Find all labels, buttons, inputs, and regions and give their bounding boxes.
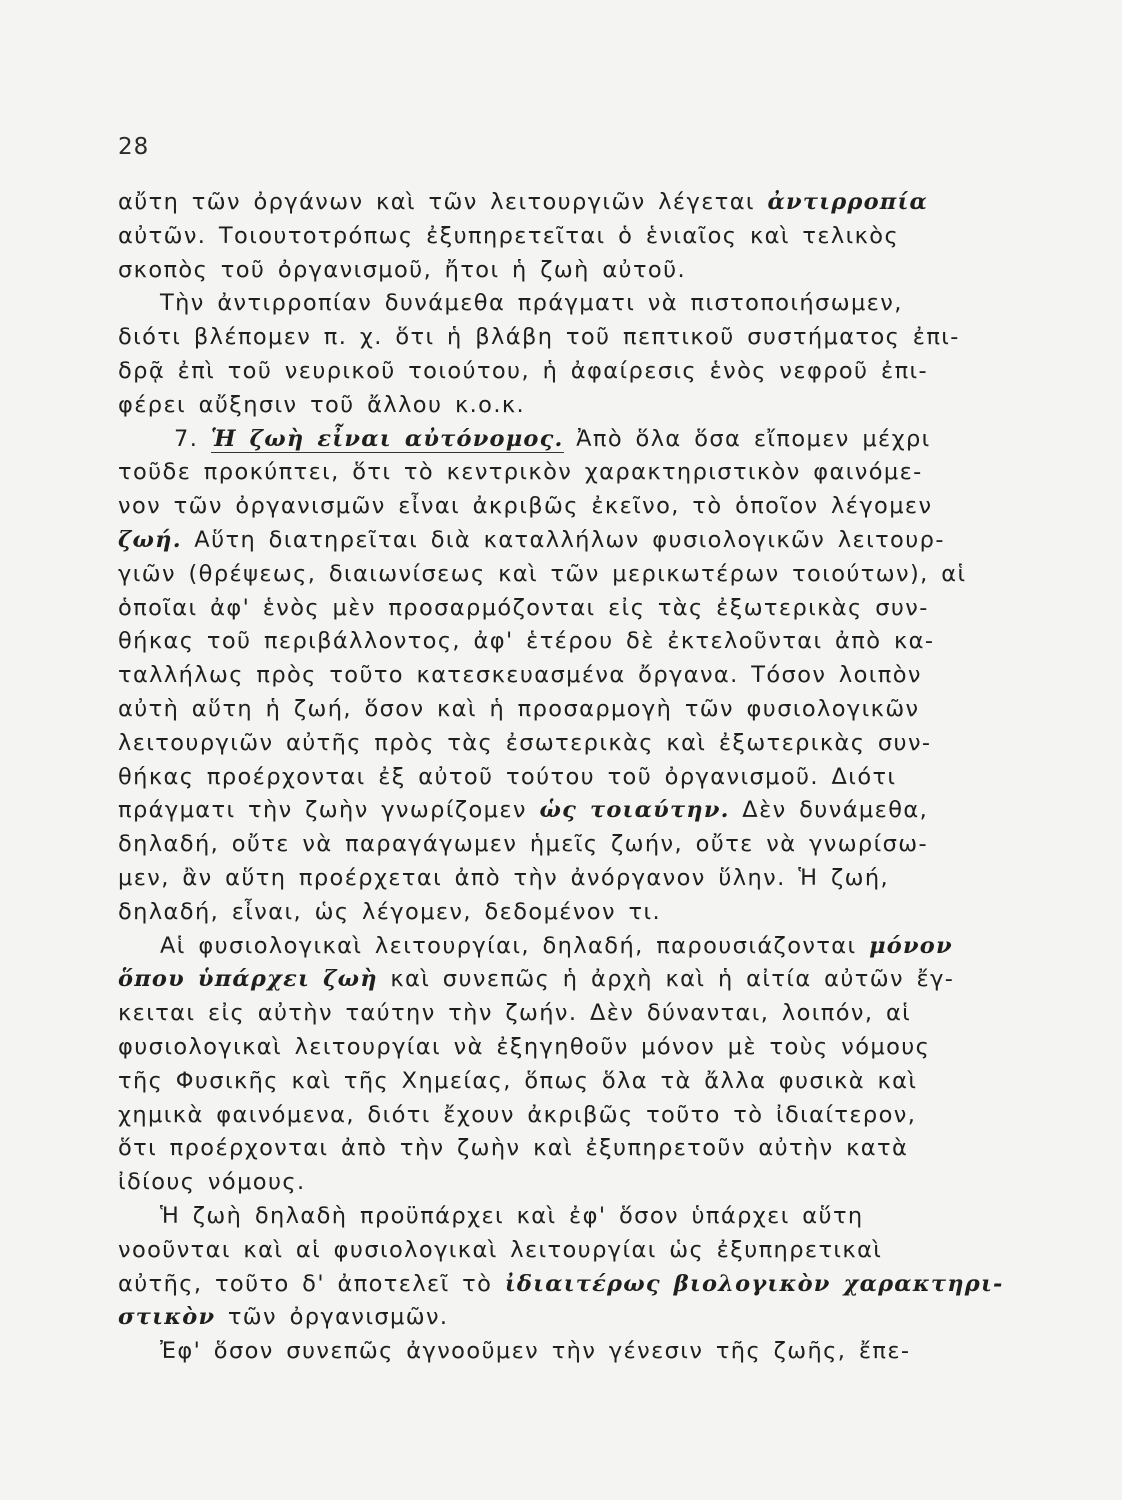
text-segment: λειτουργιῶν αὐτῆς πρὸς τὰς ἐσωτερικὰς καὶ ἐξωτερικὰς συν- bbox=[118, 729, 932, 756]
text-segment: νοοῦνται καὶ αἱ φυσιολογικαὶ λειτουργίαι ὡς ἐξυπηρετικαὶ bbox=[118, 1236, 883, 1263]
text-segment: ὅτι προέρχονται ἀπὸ τὴν ζωὴν καὶ ἐξυπηρετοῦν αὐτὴν κατὰ bbox=[118, 1135, 909, 1162]
page-number: 28 bbox=[118, 134, 150, 160]
text-line bbox=[118, 524, 1078, 558]
text-segment: δηλαδή, εἶναι, ὡς λέγομεν, δεδομένον τι. bbox=[118, 898, 662, 925]
emphasis-text: μόνον bbox=[869, 932, 953, 959]
text-segment: τῆς Φυσικῆς καὶ τῆς Χημείας, ὅπως ὅλα τὰ ἄλλα φυσικὰ καὶ bbox=[118, 1067, 918, 1094]
text-segment: μεν, ἂν αὕτη προέρχεται ἀπὸ τὴν ἀνόργανον ὕλην. Ἡ ζωή, bbox=[118, 864, 890, 891]
text-line bbox=[118, 1099, 1078, 1133]
text-segment: Ἐφ' ὅσον συνεπῶς ἀγνοοῦμεν τὴν γένεσιν τῆς ζωῆς, ἔπε- bbox=[160, 1338, 911, 1365]
text-line bbox=[118, 1031, 1078, 1065]
emphasis-text: στικὸν bbox=[118, 1304, 216, 1331]
text-line bbox=[118, 1268, 1078, 1302]
text-line bbox=[118, 355, 1078, 389]
text-line bbox=[118, 1234, 1078, 1268]
text-segment: πράγματι τὴν ζωὴν γνωρίζομεν bbox=[118, 797, 540, 824]
text-line bbox=[118, 1166, 1078, 1200]
text-segment: δηλαδή, οὔτε νὰ παραγάγωμεν ἡμεῖς ζωήν, οὔτε νὰ γνωρίσω- bbox=[118, 831, 929, 858]
text-line bbox=[118, 896, 1078, 930]
text-segment: γιῶν (θρέψεως, διαιωνίσεως καὶ τῶν μερικωτέρων τοιούτων), αἱ bbox=[118, 560, 967, 587]
text-segment: Ἀπὸ ὅλα ὅσα εἴπομεν μέχρι bbox=[563, 425, 931, 452]
text-line bbox=[118, 794, 1078, 828]
text-segment: αὔτη τῶν ὀργάνων καὶ τῶν λειτουργιῶν λέγεται bbox=[118, 189, 768, 215]
text-segment: 7. bbox=[174, 425, 211, 452]
text-line bbox=[118, 592, 1078, 626]
text-segment: ταλλήλως πρὸς τοῦτο κατεσκευασμένα ὄργανα. Τόσον λοιπὸν bbox=[118, 662, 922, 689]
emphasis-text: ὡς τοιαύτην. bbox=[539, 797, 730, 824]
text-segment: τοῦδε προκύπτει, ὅτι τὸ κεντρικὸν χαρακτηριστικὸν φαινόμε- bbox=[118, 459, 923, 486]
text-segment: αὐτὴ αὕτη ἡ ζωή, ὅσον καὶ ἡ προσαρμογὴ τῶν φυσιολογικῶν bbox=[118, 695, 920, 722]
emphasis-text: ἀντιρροπία bbox=[767, 189, 929, 215]
text-line bbox=[118, 862, 1078, 896]
emphasis-text: ἰδιαιτέρως βιολογικὸν χαρακτηρι- bbox=[504, 1270, 1004, 1297]
emphasis-text: Ἡ ζωὴ εἶναι αὐτόνομος. bbox=[210, 425, 564, 452]
text-line bbox=[118, 490, 1078, 524]
text-segment: ὁποῖαι ἀφ' ἑνὸς μὲν προσαρμόζονται εἰς τὰς ἐξωτερικὰς συν- bbox=[118, 594, 929, 621]
text-segment: χημικὰ φαινόμενα, διότι ἔχουν ἀκριβῶς τοῦτο τὸ ἰδιαίτερον, bbox=[118, 1101, 917, 1128]
text-segment: διότι βλέπομεν π. χ. ὅτι ἡ βλάβη τοῦ πεπτικοῦ συστήματος ἐπι- bbox=[118, 324, 960, 351]
text-segment: αὐτῆς, τοῦτο δ' ἀποτελεῖ τὸ bbox=[118, 1270, 505, 1297]
emphasis-text: ζωή. bbox=[118, 526, 182, 553]
text-segment: Ἡ ζωὴ δηλαδὴ προϋπάρχει καὶ ἐφ' ὅσον ὑπάρχει αὕτη bbox=[160, 1202, 864, 1229]
text-segment: δρᾷ ἐπὶ τοῦ νευρικοῦ τοιούτου, ἡ ἀφαίρεσις ἑνὸς νεφροῦ ἐπι- bbox=[118, 357, 929, 384]
text-line bbox=[118, 423, 1078, 457]
text-line bbox=[118, 1065, 1078, 1099]
text-line bbox=[118, 693, 1078, 727]
text-line bbox=[118, 625, 1078, 659]
text-line bbox=[118, 254, 1078, 288]
text-segment: θήκας προέρχονται ἐξ αὐτοῦ τούτου τοῦ ὀργανισμοῦ. Διότι bbox=[118, 763, 897, 790]
text-segment: αὐτῶν. Τοιουτοτρόπως ἐξυπηρετεῖται ὁ ἑνιαῖος καὶ τελικὸς bbox=[118, 222, 900, 249]
text-line bbox=[118, 659, 1078, 693]
text-line bbox=[118, 1200, 1078, 1234]
emphasis-text: ὅπου ὑπάρχει ζωὴ bbox=[118, 966, 378, 993]
text-line bbox=[118, 186, 1078, 220]
text-line bbox=[118, 456, 1078, 490]
text-line bbox=[118, 1132, 1078, 1166]
text-line bbox=[118, 558, 1078, 592]
text-line bbox=[118, 828, 1078, 862]
text-segment: Αὕτη διατηρεῖται διὰ καταλλήλων φυσιολογικῶν λειτουρ- bbox=[181, 526, 945, 553]
text-segment: Αἱ φυσιολογικαὶ λειτουργίαι, δηλαδή, παρουσιάζονται bbox=[160, 932, 870, 959]
text-segment: Δὲν δυνάμεθα, bbox=[729, 797, 929, 824]
text-line bbox=[118, 761, 1078, 795]
text-segment: σκοπὸς τοῦ ὀργανισμοῦ, ἤτοι ἡ ζωὴ αὐτοῦ. bbox=[118, 256, 687, 283]
text-segment: κειται εἰς αὐτὴν ταύτην τὴν ζωήν. Δὲν δύνανται, λοιπόν, αἱ bbox=[118, 1000, 912, 1027]
text-line bbox=[118, 997, 1078, 1031]
text-line bbox=[118, 389, 1078, 423]
text-segment: νον τῶν ὀργανισμῶν εἶναι ἀκριβῶς ἐκεῖνο, τὸ ὁποῖον λέγομεν bbox=[118, 493, 933, 520]
text-segment: θήκας τοῦ περιβάλλοντος, ἀφ' ἑτέρου δὲ ἐκτελοῦνται ἀπὸ κα- bbox=[118, 628, 935, 655]
text-line bbox=[118, 930, 1078, 964]
text-segment: φυσιολογικαὶ λειτουργίαι νὰ ἐξηγηθοῦν μόνον μὲ τοὺς νόμους bbox=[118, 1033, 931, 1060]
body-text bbox=[118, 186, 1078, 1369]
text-segment: καὶ συνεπῶς ἡ ἀρχὴ καὶ ἡ αἰτία αὐτῶν ἔγ- bbox=[377, 966, 955, 993]
text-segment: φέρει αὔξησιν τοῦ ἄλλου κ.ο.κ. bbox=[118, 391, 526, 418]
text-line bbox=[118, 1301, 1078, 1335]
text-line bbox=[118, 321, 1078, 355]
text-line bbox=[118, 1335, 1078, 1369]
text-line bbox=[118, 220, 1078, 254]
text-segment: Τὴν ἀντιρροπίαν δυνάμεθα πράγματι νὰ πιστοποιήσωμεν, bbox=[160, 290, 903, 317]
text-segment: ἰδίους νόμους. bbox=[118, 1169, 306, 1196]
text-line bbox=[118, 963, 1078, 997]
text-line bbox=[118, 287, 1078, 321]
text-line bbox=[118, 727, 1078, 761]
text-segment: τῶν ὀργανισμῶν. bbox=[215, 1304, 449, 1331]
